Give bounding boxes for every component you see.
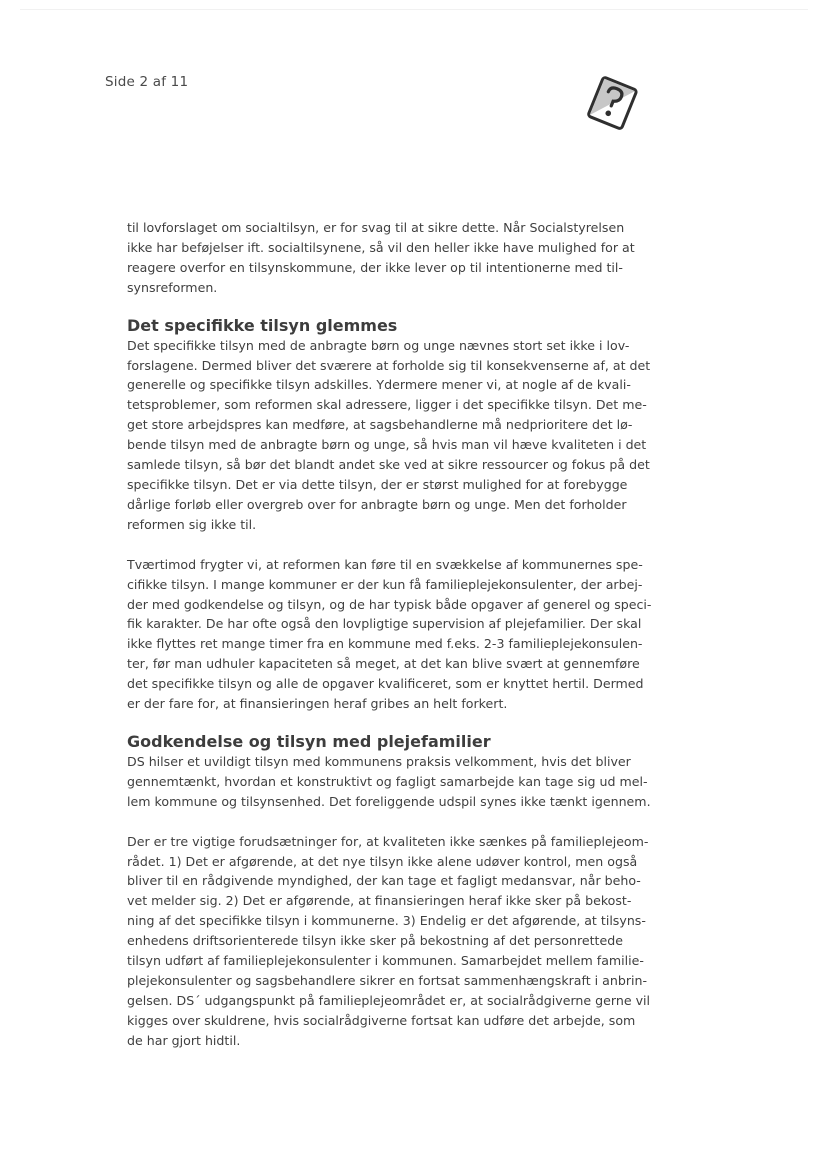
text-line: plejekonsulenter og sagsbehandlere sikrer en fortsat sammenhængskraft i anbrin-: [127, 973, 648, 988]
text-line: DS hilser et uvildigt tilsyn med kommunens praksis velkomment, hvis det bliver: [127, 753, 631, 769]
text-line: det specifikke tilsyn og alle de opgaver kvalificeret, som er knyttet hertil. Dermed: [127, 676, 644, 692]
text-line: gelsen. DS´ udgangspunkt på familieplejeområdet er, at socialrådgiverne gerne vil: [127, 992, 651, 1008]
text-line: reagere overfor en tilsynskommune, der ikke lever op til intentionerne med til-: [127, 259, 623, 275]
paragraph-foster-1: [127, 752, 689, 812]
text-line: Der er tre vigtige forudsætninger for, at kvaliteten ikke sænkes på familieplejeom-: [127, 833, 649, 849]
text-line: generelle og specifikke tilsyn adskilles. Ydermere mener vi, at nogle af de kvali-: [127, 377, 631, 393]
text-line: ikke flyttes ret mange timer fra en kommune med f.eks. 2-3 familieplejekonsulen-: [127, 636, 643, 652]
text-line: bliver til en rådgivende myndighed, der kan tage et fagligt medansvar, når beho-: [127, 873, 641, 889]
text-line: Det specifikke tilsyn med de anbragte børn og unge nævnes stort set ikke i lov-: [127, 337, 630, 353]
text-line: der med godkendelse og tilsyn, og de har typisk både opgaver af generel og speci-: [127, 596, 652, 612]
section-heading-specific: Det specifikke tilsyn glemmes: [127, 315, 398, 335]
text-line: rådet. 1) Det er afgørende, at det nye tilsyn ikke alene udøver kontrol, men også: [127, 853, 638, 869]
text-line: ikke har beføjelser ift. socialtilsynene, så vil den heller ikke have mulighed for at: [127, 239, 635, 255]
text-line: ter, før man udhuler kapaciteten så meget, at det kan blive svært at gennemføre: [127, 656, 640, 672]
page-number: Side 2 af 11: [105, 74, 189, 90]
section-heading-foster: Godkendelse og tilsyn med plejefamilier: [127, 731, 491, 751]
text-line: til lovforslaget om socialtilsyn, er for svag til at sikre dette. Når Socialstyrelsen: [127, 220, 625, 235]
text-line: er der fare for, at finansieringen heraf gribes an helt forkert.: [127, 696, 508, 712]
text-line: ning af det specifikke tilsyn i kommunerne. 3) Endelig er det afgørende, at tilsyns-: [127, 913, 646, 929]
paragraph-specific-1: [127, 336, 689, 535]
text-line: gennemtænkt, hvordan et konstruktivt og fagligt samarbejde kan tage sig ud mel-: [127, 773, 648, 789]
text-line: bende tilsyn med de anbragte børn og unge, så hvis man vil hæve kvaliteten i det: [127, 437, 647, 453]
text-line: fik karakter. De har ofte også den lovpligtige supervision af plejefamilier. Der skal: [127, 616, 642, 632]
text-line: samlede tilsyn, så bør det blandt andet ske ved at sikre ressourcer og fokus på det: [127, 457, 650, 473]
text-line: synsreformen.: [127, 279, 218, 295]
text-line: kigges over skuldrene, hvis socialrådgiverne fortsat kan udføre det arbejde, som: [127, 1012, 636, 1028]
text-line: Tværtimod frygter vi, at reformen kan føre til en svækkelse af kommunernes spe-: [127, 556, 643, 572]
text-line: tilsyn udført af familieplejekonsulenter i kommunen. Samarbejdet mellem familie-: [127, 953, 644, 969]
paragraph-foster-2: [127, 832, 689, 1051]
text-line: lem kommune og tilsynsenhed. Det foreliggende udspil synes ikke tænkt igennem.: [127, 793, 651, 809]
text-line: de har gjort hidtil.: [127, 1032, 241, 1048]
top-divider: [20, 9, 808, 10]
text-line: forslagene. Dermed bliver det sværere at forholde sig til konsekvenserne af, at det: [127, 357, 651, 373]
ds-logo-icon: [582, 74, 642, 134]
paragraph-intro: [127, 218, 689, 298]
text-line: tetsproblemer, som reformen skal adressere, ligger i det specifikke tilsyn. Det me-: [127, 397, 647, 413]
letter-body: [127, 218, 689, 1051]
text-line: dårlige forløb eller overgreb over for anbragte børn og unge. Men det forholder: [127, 496, 627, 512]
text-line: get store arbejdspres kan medføre, at sagsbehandlerne må nedprioritere det lø-: [127, 417, 633, 433]
text-line: specifikke tilsyn. Det er via dette tilsyn, der er størst mulighed for at forebygge: [127, 476, 628, 492]
text-line: vet melder sig. 2) Det er afgørende, at finansieringen heraf ikke sker på bekost-: [127, 893, 632, 909]
text-line: cifikke tilsyn. I mange kommuner er der kun få familieplejekonsulenter, der arbej-: [127, 576, 643, 592]
paragraph-specific-2: [127, 555, 689, 714]
text-line: enhedens driftsorienterede tilsyn ikke sker på bekostning af det personrettede: [127, 933, 623, 949]
text-line: reformen sig ikke til.: [127, 516, 257, 532]
